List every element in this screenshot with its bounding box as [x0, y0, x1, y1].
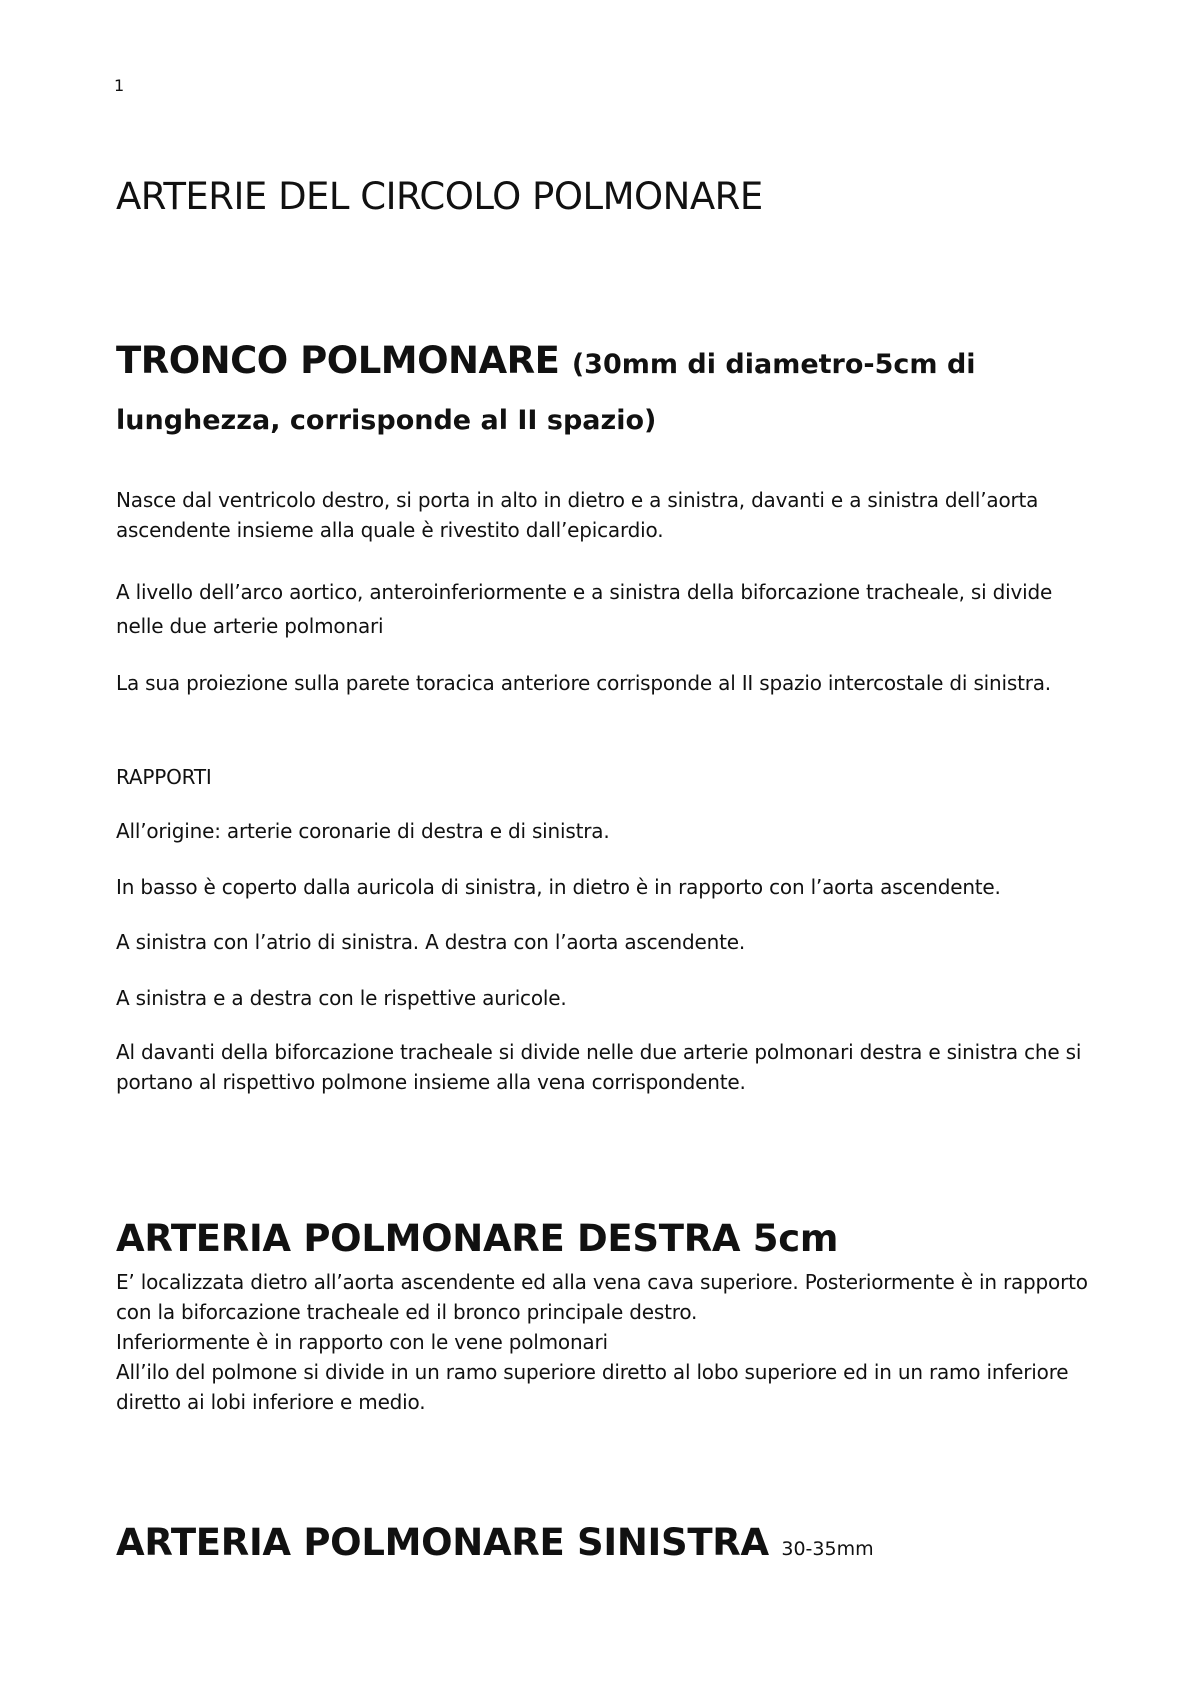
tronco-paragraph-1: Nasce dal ventricolo destro, si porta in alto in dietro e a sinistra, davanti e a sinistra dell’aorta ascendente insieme alla quale è rivestito dall’epicardio. — [116, 488, 1039, 542]
tronco-heading — [116, 335, 1076, 447]
destra-line-3: All’ilo del polmone si divide in un ramo superiore diretto al lobo superiore ed in un ramo inferiore diretto ai lobi inferiore e medio. — [116, 1360, 1069, 1414]
destra-line-1: E’ localizzata dietro all’aorta ascendente ed alla vena cava superiore. Posteriormente è in rapporto con la biforcazione tracheale ed il bronco principale destro. — [116, 1270, 1088, 1324]
destra-heading: ARTERIA POLMONARE DESTRA 5cm — [116, 1217, 839, 1260]
tronco-paragraph-7: A sinistra con l’atrio di sinistra. A destra con l’aorta ascendente. — [116, 930, 745, 954]
sinistra-heading-note: 30-35mm — [781, 1538, 874, 1560]
tronco-paragraph-2: A livello dell’arco aortico, anteroinferiormente e a sinistra della biforcazione tracheale, si divide nelle due arterie polmonari — [116, 580, 1053, 638]
sinistra-heading — [116, 1521, 874, 1564]
tronco-paragraph-5: All’origine: arterie coronarie di destra e di sinistra. — [116, 819, 610, 843]
rapporti-label: RAPPORTI — [116, 765, 212, 789]
tronco-paragraph-9: Al davanti della biforcazione tracheale si divide nelle due arterie polmonari destra e sinistra che si portano al rispettivo polmone insieme alla vena corrispondente. — [116, 1040, 1082, 1094]
sinistra-heading-main: ARTERIA POLMONARE SINISTRA — [116, 1521, 769, 1564]
tronco-paragraph-6: In basso è coperto dalla auricola di sinistra, in dietro è in rapporto con l’aorta ascendente. — [116, 875, 1001, 899]
tronco-paragraph-3: La sua proiezione sulla parete toracica anteriore corrisponde al II spazio intercostale di sinistra. — [116, 671, 1051, 695]
page-number: 1 — [114, 76, 125, 95]
destra-line-2: Inferiormente è in rapporto con le vene polmonari — [116, 1330, 608, 1354]
destra-text — [116, 1267, 1096, 1417]
document-title: ARTERIE DEL CIRCOLO POLMONARE — [116, 175, 763, 218]
tronco-heading-sub: (30mm di diametro-5cm di lunghezza, corrisponde al II spazio) — [116, 349, 976, 436]
tronco-paragraph-8: A sinistra e a destra con le rispettive auricole. — [116, 986, 567, 1010]
tronco-heading-main: TRONCO POLMONARE — [116, 339, 560, 382]
